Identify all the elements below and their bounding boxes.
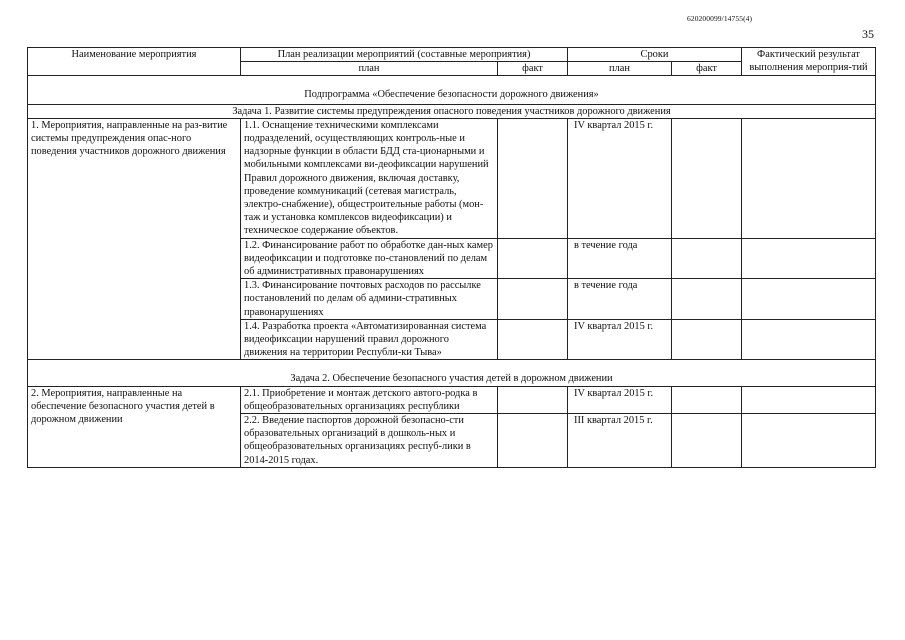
item-term: III квартал 2015 г. bbox=[568, 414, 672, 468]
item-result bbox=[742, 238, 876, 279]
header-deadlines: Сроки bbox=[568, 48, 742, 62]
document-code: 620200099/14755(4) bbox=[687, 14, 753, 23]
item-text: 1.2. Финансирование работ по обработке дан-ных камер видеофиксации и подготовке по-становлений по делам об административных правонарушениях bbox=[241, 238, 498, 279]
item-term-fact bbox=[672, 319, 742, 360]
group-2-name: 2. Мероприятия, направленные на обеспечение безопасного участия детей в дорожном движении bbox=[28, 386, 241, 467]
header-deadline-plan: план bbox=[568, 62, 672, 76]
header-event-name: Наименование мероприятия bbox=[28, 48, 241, 76]
item-fact bbox=[498, 386, 568, 413]
item-text: 1.3. Финансирование почтовых расходов по рассылке постановлений по делам об админи-стративных правонарушениях bbox=[241, 279, 498, 320]
events-table bbox=[27, 47, 876, 468]
header-deadline-fact: факт bbox=[672, 62, 742, 76]
item-text: 2.2. Введение паспортов дорожной безопасно-сти образовательных организаций в дошколь-ных и общеобразовательных организациях респуб-лики в 2014-2015 годах. bbox=[241, 414, 498, 468]
table-row bbox=[28, 386, 876, 413]
item-fact bbox=[498, 118, 568, 238]
item-term-fact bbox=[672, 386, 742, 413]
item-term: IV квартал 2015 г. bbox=[568, 319, 672, 360]
item-text: 1.1. Оснащение техническими комплексами подразделений, осуществляющих контроль-ные и надзорные функции в области БДД ста-ционарными и мобильными комплексами ви-деофиксации нарушений Правил дорожного движения, включая доставку, проведение коммуникаций (сетевая магистраль, электро-снабжение), общестроительные работы (мон-таж и установка комплексов видеофиксации) и техническое содержание объектов. bbox=[241, 118, 498, 238]
item-fact bbox=[498, 319, 568, 360]
item-term-fact bbox=[672, 118, 742, 238]
item-term-fact bbox=[672, 414, 742, 468]
item-text: 2.1. Приобретение и монтаж детского автого-родка в общеобразовательных организациях республики bbox=[241, 386, 498, 413]
table-row bbox=[28, 118, 876, 238]
task-2-title: Задача 2. Обеспечение безопасного участия детей в дорожном движении bbox=[28, 360, 876, 386]
item-term: IV квартал 2015 г. bbox=[568, 386, 672, 413]
item-fact bbox=[498, 238, 568, 279]
item-term: в течение года bbox=[568, 279, 672, 320]
item-fact bbox=[498, 279, 568, 320]
task-1-title: Задача 1. Развитие системы предупреждения опасного поведения участников дорожного движения bbox=[28, 104, 876, 118]
task-row bbox=[28, 360, 876, 386]
item-term-fact bbox=[672, 279, 742, 320]
item-term: IV квартал 2015 г. bbox=[568, 118, 672, 238]
item-result bbox=[742, 319, 876, 360]
task-row bbox=[28, 104, 876, 118]
item-result bbox=[742, 118, 876, 238]
item-fact bbox=[498, 414, 568, 468]
item-term-fact bbox=[672, 238, 742, 279]
item-text: 1.4. Разработка проекта «Автоматизированная система видеофиксации нарушений правил дорожного движения на территории Республи-ки Тыва» bbox=[241, 319, 498, 360]
item-term: в течение года bbox=[568, 238, 672, 279]
item-result bbox=[742, 386, 876, 413]
item-result bbox=[742, 414, 876, 468]
header-plan-implementation: План реализации мероприятий (составные мероприятия) bbox=[241, 48, 568, 62]
page-number: 35 bbox=[862, 27, 874, 41]
subprogram-row bbox=[28, 76, 876, 104]
header-fact: факт bbox=[498, 62, 568, 76]
group-1-name: 1. Мероприятия, направленные на раз-витие системы предупреждения опас-ного поведения участников дорожного движения bbox=[28, 118, 241, 360]
header-actual-result: Фактический результат выполнения мероприя-тий bbox=[742, 48, 876, 76]
table-header-row bbox=[28, 48, 876, 62]
header-plan: план bbox=[241, 62, 498, 76]
item-result bbox=[742, 279, 876, 320]
subprogram-title: Подпрограмма «Обеспечение безопасности дорожного движения» bbox=[28, 76, 876, 104]
